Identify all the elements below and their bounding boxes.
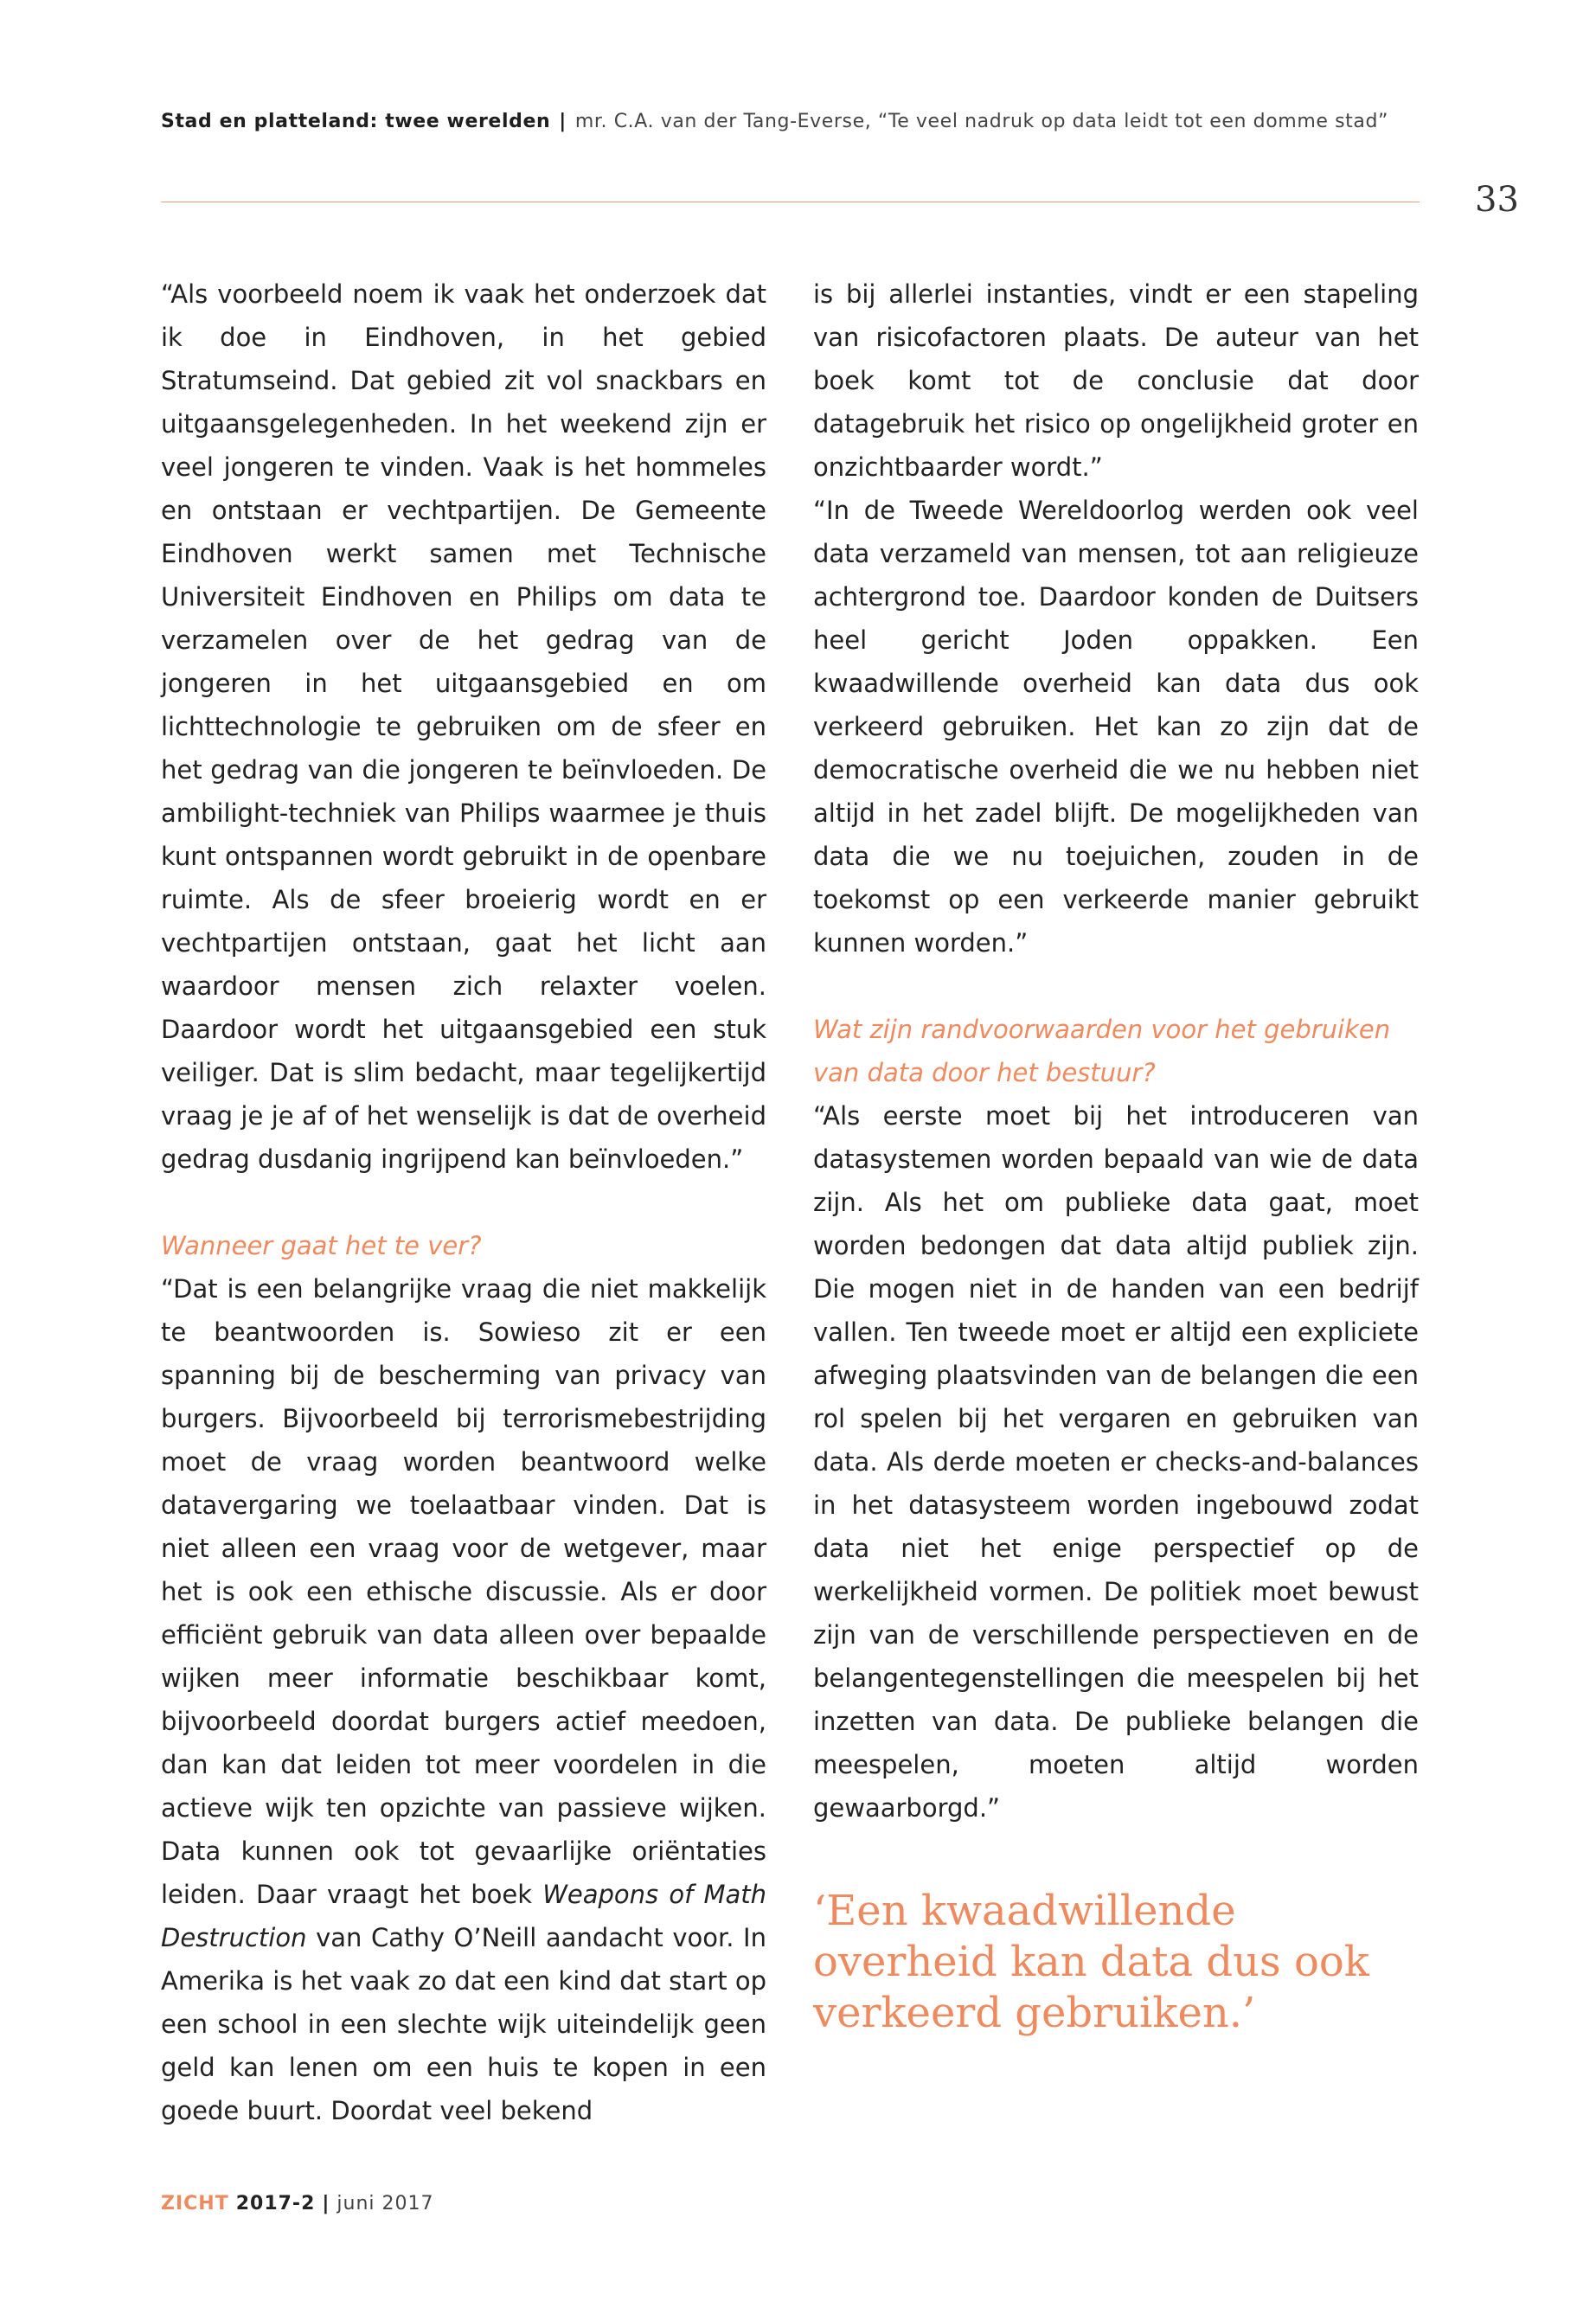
body-paragraph: is bij allerlei instanties, vindt er een stapeling van risicofactoren plaats. De auteur van het boek komt tot de conclusie dat door datagebruik het risico op ongelijkheid groter en onzichtbaarder wordt.” (813, 279, 1419, 482)
pull-quote-line: verkeerd gebruiken.’ (813, 1989, 1256, 2037)
page-number: 33 (1475, 180, 1519, 220)
magazine-name: ZICHT (161, 2193, 229, 2214)
section-heading: Wanneer gaat het te ver? (161, 1231, 482, 1260)
footer-separator: | (322, 2193, 330, 2214)
pull-quote-line: ‘Een kwaadwillende (813, 1887, 1236, 1935)
header-separator: | (559, 111, 567, 132)
left-column (161, 272, 766, 2132)
issue-date: juni 2017 (337, 2193, 434, 2214)
running-head (161, 111, 1424, 132)
issue-number: 2017-2 (235, 2193, 316, 2214)
paragraph-text: van Cathy O’Neill aandacht voor. In Amerika is het vaak zo dat een kind dat start op een school in een slechte wijk uiteindelijk geen geld kan lenen om een huis te kopen in een goede buurt. Doordat veel bekend (161, 1923, 766, 2125)
publication-section-title: Stad en platteland: twee werelden (161, 111, 551, 132)
article-author-and-title: mr. C.A. van der Tang-Everse, “Te veel nadruk op data leidt tot een domme stad” (574, 111, 1389, 132)
footer (161, 2193, 434, 2214)
pull-quote (813, 1886, 1419, 2039)
book-title: Weapons of Math Destruction (161, 1880, 766, 1952)
body-paragraph: “Als voorbeeld noem ik vaak het onderzoek dat ik doe in Eindhoven, in het gebied Stratumseind. Dat gebied zit vol snackbars en uitgaansgelegenheden. In het weekend zijn er veel jongeren te vinden. Vaak is het hommeles en ontstaan er vechtpartijen. De Gemeente Eindhoven werkt samen met Technische Universiteit Eindhoven en Philips om data te verzamelen over de het gedrag van de jongeren in het uitgaansgebied en om lichttechnologie te gebruiken om de sfeer en het gedrag van die jongeren te beïnvloeden. De ambilight-techniek van Philips waarmee je thuis kunt ontspannen wordt gebruikt in de openbare ruimte. Als de sfeer broeierig wordt en er vechtpartijen ontstaan, gaat het licht aan waardoor mensen zich relaxter voelen. Daardoor wordt het uitgaansgebied een stuk veiliger. Dat is slim bedacht, maar tegelijkertijd vraag je je af of het wenselijk is dat de overheid gedrag dusdanig ingrijpend kan beïnvloeden.” (161, 279, 766, 1174)
paragraph-text: “Dat is een belangrijke vraag die niet makkelijk te beantwoorden is. Sowieso zit er een spanning bij de bescherming van privacy van burgers. Bijvoorbeeld bij terrorismebestrijding moet de vraag worden beantwoord welke datavergaring we toelaatbaar vinden. Dat is niet alleen een vraag voor de wetgever, maar het is ook een ethische discussie. Als er door efficiënt gebruik van data alleen over bepaalde wijken meer informatie beschikbaar komt, bijvoorbeeld doordat burgers actief meedoen, dan kan dat leiden tot meer voordelen in die actieve wijk ten opzichte van passieve wijken. Data kunnen ook tot gevaarlijke oriëntaties leiden. Daar vraagt het boek (161, 1274, 766, 1909)
body-paragraph: “In de Tweede Wereldoorlog werden ook veel data verzameld van mensen, tot aan religieuze achtergrond toe. Daardoor konden de Duitsers heel gericht Joden oppakken. Een kwaadwillende overheid kan data dus ook verkeerd gebruiken. Het kan zo zijn dat de democratische overheid die we nu hebben niet altijd in het zadel blijft. De mogelijkheden van data die we nu toejuichen, zouden in de toekomst op een verkeerde manier gebruikt kunnen worden.” (813, 496, 1419, 958)
pull-quote-line: overheid kan data dus ook (813, 1938, 1369, 1986)
body-paragraph (161, 1267, 766, 2132)
right-column (813, 272, 1419, 1830)
body-paragraph: “Als eerste moet bij het introduceren van datasystemen worden bepaald van wie de data zijn. Als het om publieke data gaat, moet worden bedongen dat data altijd publiek zijn. Die mogen niet in de handen van een bedrijf vallen. Ten tweede moet er altijd een expliciete afweging plaatsvinden van de belangen die een rol spelen bij het vergaren en gebruiken van data. Als derde moeten er checks-and-balances in het datasysteem worden ingebouwd zodat data niet het enige perspectief op de werkelijkheid vormen. De politiek moet bewust zijn van de verschillende perspectieven en de belangentegenstellingen die meespelen bij het inzetten van data. De publieke belangen die meespelen, moeten altijd worden gewaarborgd.” (813, 1101, 1419, 1823)
section-heading: Wat zijn randvoorwaarden voor het gebruiken van data door het bestuur? (813, 1015, 1391, 1087)
